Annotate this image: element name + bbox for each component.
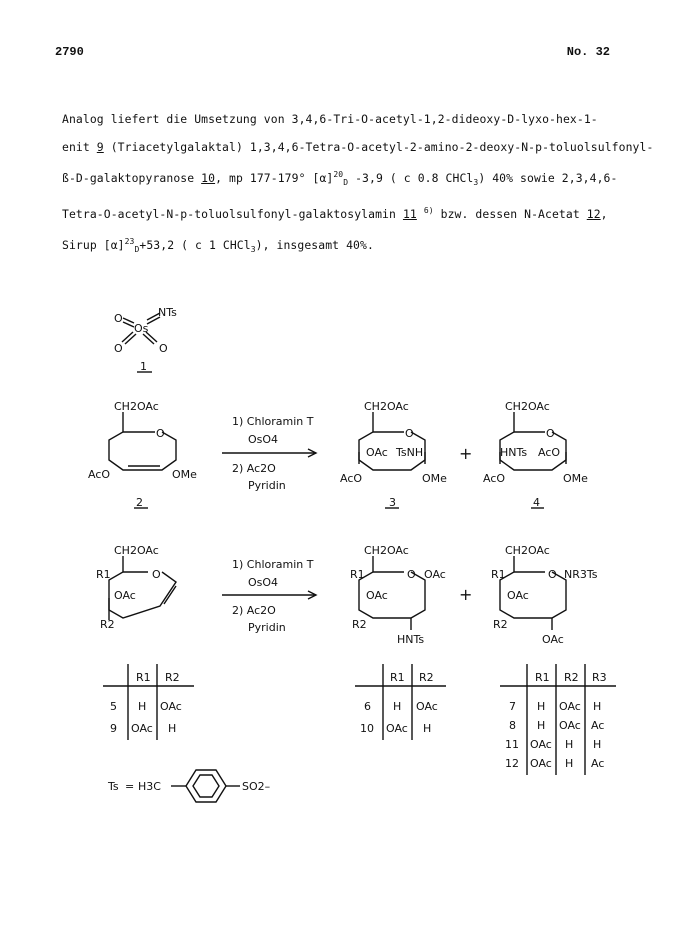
reaction-step: 1) Chloramin T [232,415,314,428]
table-cell: H [393,700,402,713]
nts-label: NTs [158,306,177,319]
group-label: HNTs [500,446,528,459]
table-header: R1 [390,671,405,684]
group-label: OAc [507,589,529,602]
reagent: OsO4 [248,576,279,589]
group-label: HNTs [397,633,425,646]
page-number: 2790 [55,45,84,59]
group-label: OAc [424,568,446,581]
table-cell: 5 [110,700,117,713]
text: ) 40% sowie 2,3,4,6- [478,170,618,185]
text: Sirup [α] [62,237,125,252]
table-cell: Ac [591,719,605,732]
r2-label: R2 [352,618,367,631]
group-label: OAc [366,589,388,602]
journal-issue: No. 32 [566,45,610,59]
group-label: OMe [172,468,197,481]
compound-number: 2 [136,496,143,509]
table-cell: 9 [110,722,117,735]
table-header: R2 [419,671,434,684]
text: enit [62,140,97,154]
methyl-group: H3C [138,780,161,793]
table-cell: H [537,719,546,732]
equals-sign: = [125,780,135,793]
ring-oxygen: O [407,568,416,581]
table-header: R1 [535,671,550,684]
table-header: R3 [592,671,607,684]
group-label: AcO [538,446,561,459]
subscript: D [134,244,140,254]
table-cell: OAc [160,700,182,713]
ring-oxygen: O [546,427,555,440]
group-label: AcO [483,472,506,485]
r1-label: R1 [96,568,111,581]
table-cell: 10 [360,722,374,735]
group-label: CH2OAc [505,400,550,413]
compound-ref: 11 [402,206,417,221]
osmium-label: Os [134,322,149,335]
group-label: OAc [542,633,564,646]
superscript: 23 [124,236,135,246]
text: (Triacetylgalaktal) 1,3,4,6-Tetra-O-acetyl-2-amino-2-deoxy-N-p-toluolsulfonyl- [103,140,654,154]
text: bzw. dessen N-Acetat [433,206,587,221]
table-cell: OAc [559,700,581,713]
compound-ref: 9 [96,140,104,154]
table-cell: 11 [505,738,519,751]
group-label: OAc [366,446,388,459]
table-cell: H [423,722,432,735]
group-label: NR3Ts [564,568,598,581]
oxygen-label: O [114,342,123,355]
reagent: Pyridin [248,479,286,492]
ring-oxygen: O [156,427,165,440]
ring-oxygen: O [548,568,557,581]
subscript: 3 [473,178,479,188]
subscript: D [343,178,349,188]
reaction-step: 2) Ac2O [232,604,276,617]
r2-label: R2 [493,618,508,631]
text-line-1: Analog liefert die Umsetzung von 3,4,6-Tri-O-acetyl-1,2-dideoxy-D-lyxo-hex-1- [62,112,598,126]
group-label: CH2OAc [114,400,159,413]
plus-sign: + [459,585,473,604]
table-cell: OAc [416,700,438,713]
plus-sign: + [459,444,473,463]
table-cell: OAc [530,757,552,770]
group-label: OAc [114,589,136,602]
group-label: AcO [340,472,363,485]
group-label: OMe [422,472,447,485]
group-label: CH2OAc [364,400,409,413]
table-header: R1 [136,671,151,684]
table-cell: H [565,738,574,751]
text: ß-D-galaktopyranose [62,170,202,185]
reaction-step: 1) Chloramin T [232,558,314,571]
table-cell: H [593,700,602,713]
sulfonyl-group: SO2– [242,780,271,793]
compound-ref: 10 [201,170,216,185]
table-cell: OAc [559,719,581,732]
compound-number: 1 [140,360,147,373]
text: Tetra-O-acetyl-N-p-toluolsulfonyl-galaktosylamin [62,206,403,221]
text: , [600,206,608,221]
table-cell: OAc [386,722,408,735]
table-cell: 6 [364,700,371,713]
table-header: R2 [564,671,579,684]
table-cell: 7 [509,700,516,713]
reagent: OsO4 [248,433,279,446]
table-cell: Ac [591,757,605,770]
table-cell: H [168,722,177,735]
text: ), insgesamt 40%. [255,237,374,252]
table-cell: OAc [131,722,153,735]
r2-label: R2 [100,618,115,631]
text: +53,2 ( c 1 CHCl [139,237,251,252]
reagent: Pyridin [248,621,286,634]
text: , mp 177-179° [α] [215,170,334,185]
compound-ref: 12 [586,206,601,221]
footnote-ref: 6) [423,206,434,216]
group-label: CH2OAc [364,544,409,557]
table-cell: OAc [530,738,552,751]
table-cell: H [593,738,602,751]
text: -3,9 ( c 0.8 CHCl [348,170,474,185]
group-label: OMe [563,472,588,485]
group-label: CH2OAc [505,544,550,557]
table-cell: 8 [509,719,516,732]
r1-label: R1 [350,568,365,581]
ring-oxygen: O [152,568,161,581]
compound-number: 4 [533,496,540,509]
ring-oxygen: O [405,427,414,440]
r1-label: R1 [491,568,506,581]
table-cell: H [565,757,574,770]
compound-number: 3 [389,496,396,509]
oxygen-label: O [159,342,168,355]
oxygen-label: O [114,312,123,325]
group-label: CH2OAc [114,544,159,557]
table-header: R2 [165,671,180,684]
reaction-step: 2) Ac2O [232,462,276,475]
table-cell: H [537,700,546,713]
subscript: 3 [250,244,256,254]
ts-label: Ts [108,780,119,793]
table-cell: H [138,700,147,713]
table-cell: 12 [505,757,519,770]
group-label: TsNH [396,446,424,459]
group-label: AcO [88,468,111,481]
superscript: 20 [333,170,344,179]
